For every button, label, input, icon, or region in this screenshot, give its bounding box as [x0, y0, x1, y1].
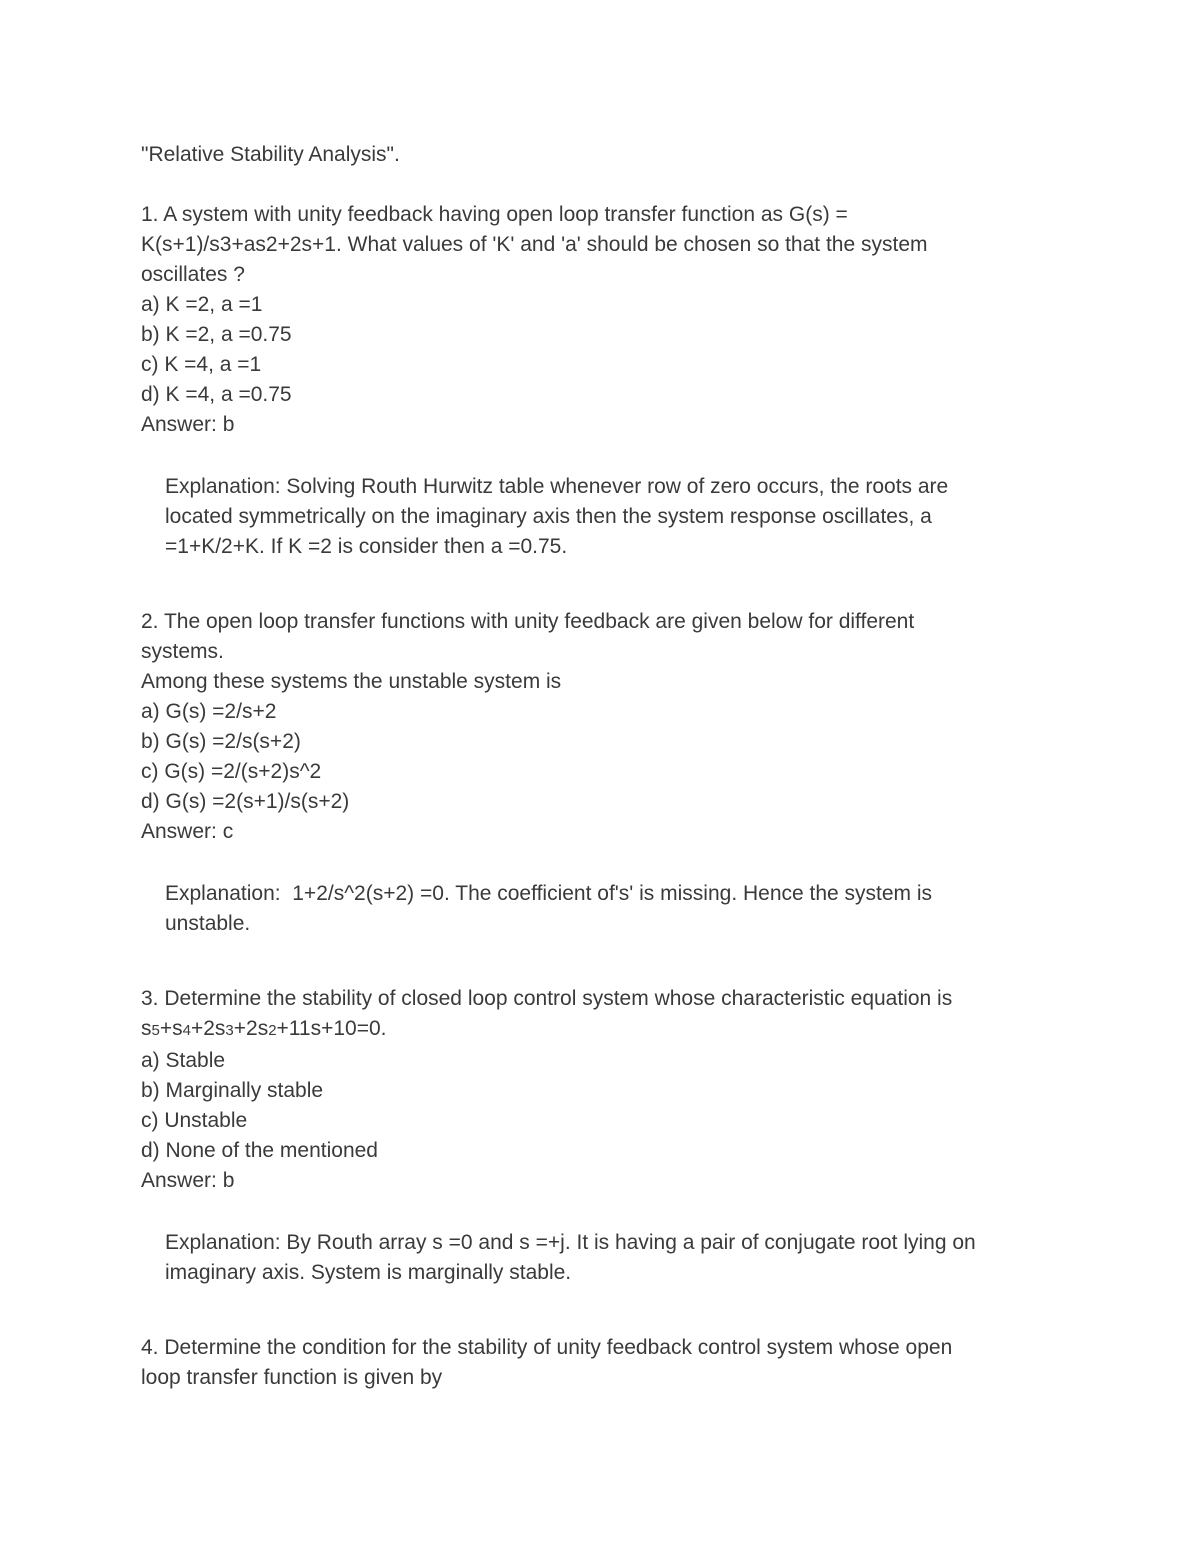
equation-exponent: 3	[225, 1022, 234, 1039]
equation-term: +s	[159, 1017, 183, 1040]
question-text: oscillates ?	[141, 263, 245, 286]
explanation	[165, 472, 1051, 562]
option-a: a) K =2, a =1	[141, 293, 263, 316]
equation-exponent: 2	[268, 1022, 277, 1039]
equation-term: +2s	[233, 1017, 269, 1040]
option-c: c) G(s) =2/(s+2)s^2	[141, 760, 322, 783]
explanation	[165, 879, 1051, 939]
equation-term: s	[141, 1017, 152, 1040]
question-text: 4. Determine the condition for the stability of unity feedback control system whose open	[141, 1336, 953, 1359]
answer: Answer: c	[141, 820, 234, 843]
explanation	[165, 1228, 1051, 1288]
question-text: 1. A system with unity feedback having open loop transfer function as G(s) =	[141, 203, 848, 226]
equation-exponent: 5	[151, 1022, 160, 1039]
equation-term: +2s	[190, 1017, 226, 1040]
explanation-text: Explanation: By Routh array s =0 and s =+j. It is having a pair of conjugate root lying on	[165, 1231, 976, 1254]
option-b: b) Marginally stable	[141, 1079, 324, 1102]
explanation-text: located symmetrically on the imaginary axis then the system response oscillates, a	[165, 505, 932, 528]
question-text: systems.	[141, 640, 224, 663]
question-3	[141, 984, 1051, 1288]
option-d: d) None of the mentioned	[141, 1139, 378, 1162]
question-text: K(s+1)/s3+as2+2s+1. What values of 'K' and 'a' should be chosen so that the system	[141, 233, 928, 256]
option-c: c) Unstable	[141, 1109, 248, 1132]
question-text: Among these systems the unstable system is	[141, 670, 562, 693]
option-c: c) K =4, a =1	[141, 353, 262, 376]
document-page	[141, 140, 1051, 1393]
option-d: d) K =4, a =0.75	[141, 383, 292, 406]
question-2	[141, 607, 1051, 939]
question-1	[141, 200, 1051, 562]
question-4	[141, 1333, 1051, 1393]
equation-exponent: 4	[182, 1022, 191, 1039]
option-a: a) Stable	[141, 1049, 226, 1072]
explanation-text: imaginary axis. System is marginally stable.	[165, 1261, 572, 1284]
question-text: loop transfer function is given by	[141, 1366, 443, 1389]
document-title: "Relative Stability Analysis".	[141, 143, 400, 166]
answer: Answer: b	[141, 413, 235, 436]
option-b: b) G(s) =2/s(s+2)	[141, 730, 301, 753]
equation-term: +11s+10=0.	[276, 1017, 387, 1040]
question-text: 2. The open loop transfer functions with unity feedback are given below for different	[141, 610, 915, 633]
explanation-text: Explanation: Solving Routh Hurwitz table whenever row of zero occurs, the roots are	[165, 475, 949, 498]
option-a: a) G(s) =2/s+2	[141, 700, 277, 723]
option-b: b) K =2, a =0.75	[141, 323, 292, 346]
question-text: 3. Determine the stability of closed loop control system whose characteristic equation is	[141, 987, 953, 1010]
answer: Answer: b	[141, 1169, 235, 1192]
characteristic-equation	[141, 1014, 1051, 1046]
explanation-text: Explanation: 1+2/s^2(s+2) =0. The coefficient of's' is missing. Hence the system is	[165, 882, 933, 905]
option-d: d) G(s) =2(s+1)/s(s+2)	[141, 790, 350, 813]
explanation-text: unstable.	[165, 912, 251, 935]
explanation-text: =1+K/2+K. If K =2 is consider then a =0.75.	[165, 535, 568, 558]
